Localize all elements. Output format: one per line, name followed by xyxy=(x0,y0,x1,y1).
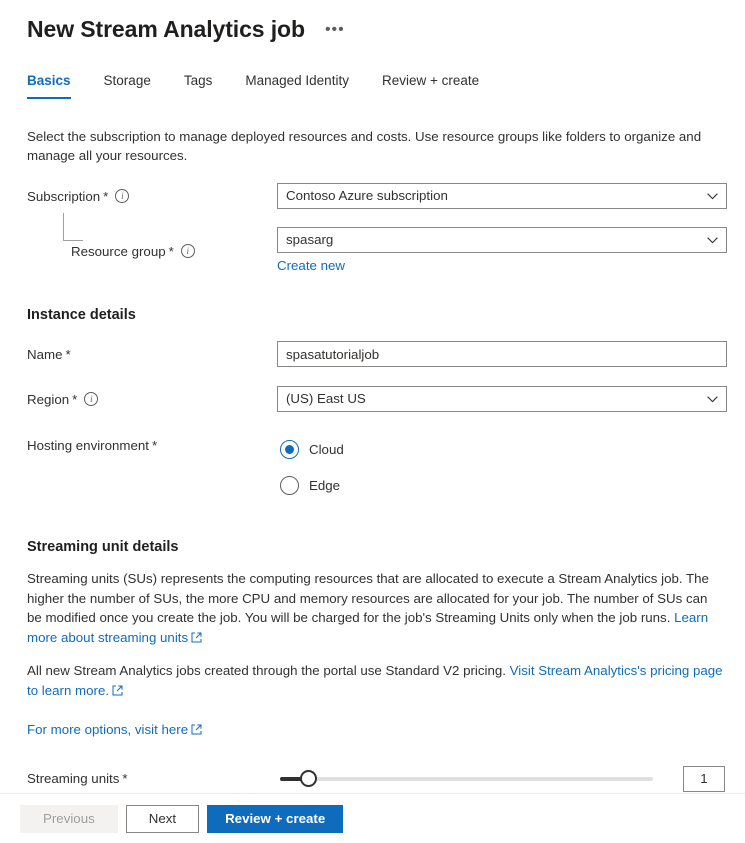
hosting-environment-required-marker: * xyxy=(151,438,158,453)
region-field xyxy=(277,386,727,412)
radio-cloud-label[interactable]: Cloud xyxy=(309,441,344,457)
info-icon[interactable]: i xyxy=(84,392,98,406)
radio-option-edge[interactable] xyxy=(27,467,725,503)
intro-text: Select the subscription to manage deployed resources and costs. Use resource groups like folders to organize and manage all your resources. xyxy=(27,129,702,163)
hosting-environment-label-text: Hosting environment xyxy=(27,438,149,453)
subscription-dropdown[interactable]: Contoso Azure subscription xyxy=(277,183,727,209)
resource-group-required-marker: * xyxy=(168,243,174,259)
tab-bar xyxy=(0,65,745,99)
name-field xyxy=(277,341,727,367)
resource-group-dropdown[interactable]: spasarg xyxy=(277,227,727,253)
radio-edge-label[interactable]: Edge xyxy=(309,477,341,493)
subscription-required-marker: * xyxy=(103,188,109,204)
streaming-units-label-text: Streaming units xyxy=(27,771,120,786)
info-icon[interactable]: i xyxy=(115,189,129,203)
external-link-icon[interactable] xyxy=(112,682,123,702)
tree-connector xyxy=(63,213,83,241)
region-dropdown[interactable]: (US) East US xyxy=(277,386,727,412)
subscription-row xyxy=(27,182,725,210)
name-required-marker: * xyxy=(65,346,71,362)
name-label-text: Name xyxy=(27,346,63,362)
more-options-link[interactable]: For more options, visit here xyxy=(27,722,189,737)
pricing-page-link[interactable]: Visit Stream Analytics's pricing page to learn more. xyxy=(27,663,723,698)
blade-footer xyxy=(0,793,745,843)
info-icon[interactable]: i xyxy=(181,244,195,258)
streaming-units-paragraph-2 xyxy=(27,661,725,700)
tab-managed-identity[interactable]: Managed Identity xyxy=(245,73,349,88)
blade-header xyxy=(0,0,745,43)
streaming-units-required-marker: * xyxy=(122,771,128,786)
name-label xyxy=(27,347,277,362)
more-options-icon[interactable]: ••• xyxy=(324,21,345,38)
hosting-environment-label xyxy=(27,435,277,453)
external-link-icon[interactable] xyxy=(191,629,202,649)
subscription-label xyxy=(27,189,277,204)
slider-thumb[interactable] xyxy=(300,770,317,787)
learn-more-streaming-units-link[interactable]: Learn more about streaming units xyxy=(27,610,709,645)
region-required-marker: * xyxy=(72,391,78,407)
create-new-resource-group-link[interactable]: Create new xyxy=(277,258,345,273)
resource-group-field xyxy=(277,227,727,275)
resource-group-label-text: Resource group xyxy=(71,243,166,259)
next-button[interactable]: Next xyxy=(126,805,199,833)
subscription-label-text: Subscription xyxy=(27,188,101,204)
streaming-units-label xyxy=(27,771,277,786)
page-title: New Stream Analytics job xyxy=(27,16,305,42)
streaming-units-paragraph-1 xyxy=(27,569,725,647)
more-options-paragraph xyxy=(27,720,725,740)
streaming-units-paragraph-1-text: Streaming units (SUs) represents the computing resources that are allocated to execute a Stream Analytics job. The higher the number of SUs, the more CPU and memory resources are allocated for your job. The number of SUs can be modified once you create the job. You will be charged for the job's Streaming Units only when the job runs. xyxy=(27,571,709,625)
tab-storage[interactable]: Storage xyxy=(103,73,151,88)
external-link-icon[interactable] xyxy=(191,721,202,741)
name-row xyxy=(27,340,725,368)
instance-details-heading: Instance details xyxy=(27,307,136,323)
tab-tags[interactable]: Tags xyxy=(183,73,213,88)
radio-edge-icon[interactable] xyxy=(280,476,299,495)
resource-group-label xyxy=(27,244,277,259)
slider-track[interactable] xyxy=(280,777,653,781)
form-content xyxy=(0,127,745,792)
resource-group-row xyxy=(27,227,725,275)
job-name-input[interactable] xyxy=(277,341,727,367)
review-create-button[interactable]: Review + create xyxy=(207,805,343,833)
region-label-text: Region xyxy=(27,391,70,407)
streaming-units-value-input[interactable] xyxy=(683,766,725,792)
tab-basics[interactable]: Basics xyxy=(27,73,71,99)
streaming-unit-details-heading: Streaming unit details xyxy=(27,539,179,555)
streaming-units-slider[interactable] xyxy=(280,767,653,791)
region-row xyxy=(27,385,725,413)
tab-review-create[interactable]: Review + create xyxy=(381,73,480,88)
subscription-field xyxy=(277,183,727,209)
previous-button[interactable]: Previous xyxy=(20,805,118,833)
radio-cloud-icon[interactable] xyxy=(280,440,299,459)
streaming-units-row xyxy=(27,766,725,792)
streaming-units-paragraph-2-text: All new Stream Analytics jobs created through the portal use Standard V2 pricing. xyxy=(27,663,510,678)
region-label xyxy=(27,392,277,407)
